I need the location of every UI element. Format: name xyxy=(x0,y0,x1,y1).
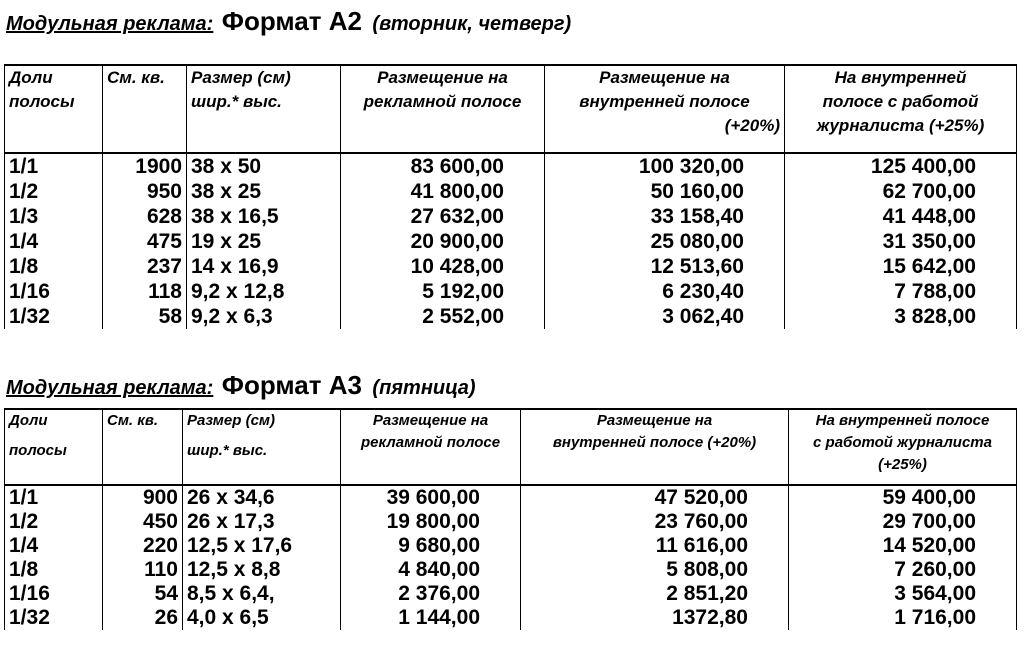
header-ad-page: Размещение на рекламной полосе xyxy=(341,65,545,153)
cell-inner-journalist-price: 3 828,00 xyxy=(785,304,1017,329)
cell-sq-cm: 450 xyxy=(103,510,183,534)
cell-ad-page-price: 83 600,00 xyxy=(341,153,545,179)
table-row xyxy=(5,204,1017,229)
table-row xyxy=(5,153,1017,179)
cell-ad-page-price: 1 144,00 xyxy=(341,606,521,630)
cell-size: 26 х 17,3 xyxy=(183,510,341,534)
cell-inner-journalist-price: 125 400,00 xyxy=(785,153,1017,179)
cell-size: 26 х 34,6 xyxy=(183,485,341,510)
cell-ad-page-price: 2 552,00 xyxy=(341,304,545,329)
cell-sq-cm: 1900 xyxy=(103,153,187,179)
cell-share: 1/3 xyxy=(5,204,103,229)
cell-inner-page-price: 25 080,00 xyxy=(545,229,785,254)
table-row xyxy=(5,179,1017,204)
cell-sq-cm: 110 xyxy=(103,558,183,582)
cell-size: 38 х 50 xyxy=(187,153,341,179)
table-row xyxy=(5,254,1017,279)
cell-share: 1/32 xyxy=(5,606,103,630)
cell-inner-page-price: 12 513,60 xyxy=(545,254,785,279)
cell-size: 19 х 25 xyxy=(187,229,341,254)
table-row xyxy=(5,304,1017,329)
format-a2-price-table xyxy=(4,64,1017,329)
header-inner-journalist: На внутренней полосе с работой журналиста (+25%) xyxy=(785,65,1017,153)
cell-sq-cm: 118 xyxy=(103,279,187,304)
cell-size: 14 х 16,9 xyxy=(187,254,341,279)
header-sq-cm: См. кв. xyxy=(103,409,183,485)
cell-share: 1/8 xyxy=(5,558,103,582)
cell-size: 38 х 25 xyxy=(187,179,341,204)
header-inner-page: Размещение на внутренней полосе (+20%) xyxy=(545,65,785,153)
cell-inner-page-price: 11 616,00 xyxy=(521,534,789,558)
section1-days: (вторник, четверг) xyxy=(372,13,572,35)
cell-inner-page-price: 33 158,40 xyxy=(545,204,785,229)
cell-size: 9,2 х 12,8 xyxy=(187,279,341,304)
section2-days: (пятница) xyxy=(372,377,476,399)
cell-ad-page-price: 19 800,00 xyxy=(341,510,521,534)
cell-share: 1/4 xyxy=(5,229,103,254)
section1-title xyxy=(6,6,571,37)
cell-sq-cm: 900 xyxy=(103,485,183,510)
cell-inner-page-price: 3 062,40 xyxy=(545,304,785,329)
cell-inner-journalist-price: 7 260,00 xyxy=(789,558,1017,582)
table-row xyxy=(5,606,1017,630)
cell-inner-page-price: 5 808,00 xyxy=(521,558,789,582)
cell-inner-journalist-price: 29 700,00 xyxy=(789,510,1017,534)
cell-ad-page-price: 27 632,00 xyxy=(341,204,545,229)
cell-share: 1/8 xyxy=(5,254,103,279)
cell-share: 1/16 xyxy=(5,279,103,304)
cell-sq-cm: 220 xyxy=(103,534,183,558)
cell-inner-journalist-price: 41 448,00 xyxy=(785,204,1017,229)
cell-sq-cm: 26 xyxy=(103,606,183,630)
cell-inner-page-price: 100 320,00 xyxy=(545,153,785,179)
section1-format: Формат А2 xyxy=(221,6,362,36)
table-row xyxy=(5,229,1017,254)
cell-ad-page-price: 20 900,00 xyxy=(341,229,545,254)
table-row xyxy=(5,558,1017,582)
cell-inner-journalist-price: 3 564,00 xyxy=(789,582,1017,606)
cell-share: 1/32 xyxy=(5,304,103,329)
cell-inner-journalist-price: 59 400,00 xyxy=(789,485,1017,510)
header-sq-cm: См. кв. xyxy=(103,65,187,153)
cell-inner-page-price: 1372,80 xyxy=(521,606,789,630)
table-row xyxy=(5,485,1017,510)
cell-size: 12,5 х 17,6 xyxy=(183,534,341,558)
cell-inner-journalist-price: 62 700,00 xyxy=(785,179,1017,204)
cell-inner-page-price: 50 160,00 xyxy=(545,179,785,204)
header-inner-page: Размещение на внутренней полосе (+20%) xyxy=(521,409,789,485)
cell-ad-page-price: 9 680,00 xyxy=(341,534,521,558)
cell-ad-page-price: 5 192,00 xyxy=(341,279,545,304)
cell-sq-cm: 54 xyxy=(103,582,183,606)
section1-label: Модульная реклама: xyxy=(6,13,214,35)
header-inner-journalist: На внутренней полосе с работой журналиста (+25%) xyxy=(789,409,1017,485)
cell-ad-page-price: 10 428,00 xyxy=(341,254,545,279)
table-header-row xyxy=(5,409,1017,485)
cell-inner-journalist-price: 14 520,00 xyxy=(789,534,1017,558)
cell-sq-cm: 58 xyxy=(103,304,187,329)
header-share: Доли полосы xyxy=(5,65,103,153)
cell-size: 8,5 х 6,4, xyxy=(183,582,341,606)
cell-sq-cm: 628 xyxy=(103,204,187,229)
cell-share: 1/1 xyxy=(5,485,103,510)
cell-ad-page-price: 2 376,00 xyxy=(341,582,521,606)
header-size: Размер (см) шир.* выс. xyxy=(183,409,341,485)
cell-sq-cm: 237 xyxy=(103,254,187,279)
table-row xyxy=(5,279,1017,304)
table-row xyxy=(5,534,1017,558)
cell-inner-page-price: 47 520,00 xyxy=(521,485,789,510)
cell-size: 38 х 16,5 xyxy=(187,204,341,229)
format-a3-price-table xyxy=(4,408,1017,630)
section2-format: Формат А3 xyxy=(221,370,362,400)
cell-size: 12,5 х 8,8 xyxy=(183,558,341,582)
cell-share: 1/2 xyxy=(5,510,103,534)
cell-ad-page-price: 39 600,00 xyxy=(341,485,521,510)
cell-inner-page-price: 2 851,20 xyxy=(521,582,789,606)
cell-size: 9,2 х 6,3 xyxy=(187,304,341,329)
cell-sq-cm: 950 xyxy=(103,179,187,204)
cell-ad-page-price: 4 840,00 xyxy=(341,558,521,582)
header-share: Доли полосы xyxy=(5,409,103,485)
cell-inner-journalist-price: 15 642,00 xyxy=(785,254,1017,279)
section2-label: Модульная реклама: xyxy=(6,377,214,399)
table-row xyxy=(5,582,1017,606)
table-header-row xyxy=(5,65,1017,153)
cell-sq-cm: 475 xyxy=(103,229,187,254)
section2-title xyxy=(6,370,476,401)
cell-ad-page-price: 41 800,00 xyxy=(341,179,545,204)
header-size: Размер (см) шир.* выс. xyxy=(187,65,341,153)
cell-share: 1/1 xyxy=(5,153,103,179)
header-ad-page: Размещение на рекламной полосе xyxy=(341,409,521,485)
cell-inner-page-price: 6 230,40 xyxy=(545,279,785,304)
cell-inner-journalist-price: 31 350,00 xyxy=(785,229,1017,254)
cell-inner-page-price: 23 760,00 xyxy=(521,510,789,534)
cell-size: 4,0 х 6,5 xyxy=(183,606,341,630)
cell-inner-journalist-price: 1 716,00 xyxy=(789,606,1017,630)
cell-share: 1/2 xyxy=(5,179,103,204)
cell-inner-journalist-price: 7 788,00 xyxy=(785,279,1017,304)
cell-share: 1/4 xyxy=(5,534,103,558)
table-row xyxy=(5,510,1017,534)
cell-share: 1/16 xyxy=(5,582,103,606)
